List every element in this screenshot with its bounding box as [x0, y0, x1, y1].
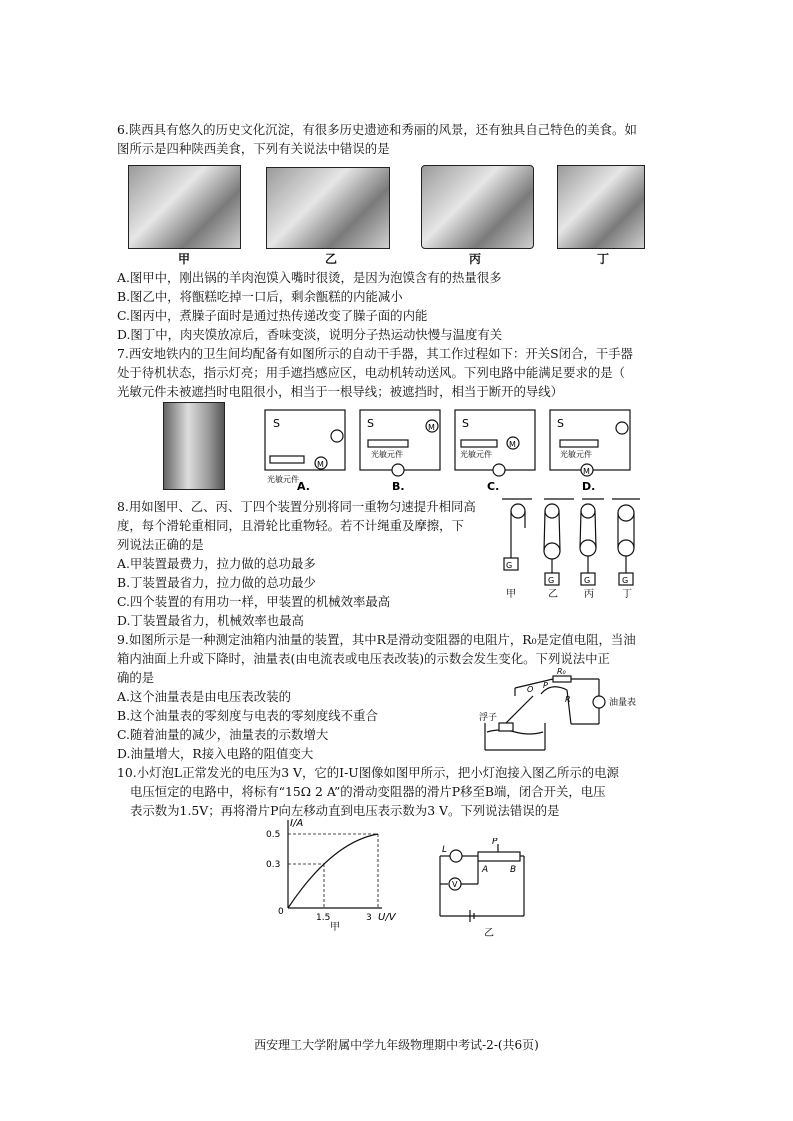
circuit-c-motor-label: M [509, 440, 516, 449]
circuit-d-motor-label: M [583, 467, 590, 476]
choice-d-label: D. [582, 480, 596, 492]
pulley-yi [544, 543, 560, 559]
q7-circuit-options [255, 400, 645, 492]
iu-curve [288, 834, 378, 908]
rheostat [478, 852, 520, 861]
graph-xtick-2: 3 [366, 913, 372, 923]
circuit-c-sensor-label: 光敏元件 [460, 450, 492, 459]
graph-ylabel: I/A [290, 818, 304, 829]
label-o: O [527, 685, 534, 694]
q8-option-b: B.丁装置最省力，拉力做的总功最少 [117, 575, 316, 590]
label-slider-p: P [492, 838, 498, 847]
pulley-label-ding: 丁 [622, 589, 632, 600]
q9-stem-line1: 9.如图所示是一种测定油箱内油量的装置，其中R是滑动变阻器的电阻片，R₀是定值电阻，当油 [117, 632, 636, 647]
graph-xtick-1: 1.5 [316, 913, 331, 923]
resistor-r0 [553, 676, 571, 682]
circuit-a-sensor [270, 456, 304, 463]
q9-option-c: C.随着油量的减少，油量表的示数增大 [117, 727, 329, 742]
graph-fig-label: 甲 [330, 922, 340, 932]
q10-circuit [430, 838, 540, 938]
q6-option-d: D.图丁中，肉夹馍放凉后，香味变淡，说明分子热运动快慢与温度有关 [117, 327, 503, 342]
iu-graph [262, 812, 402, 932]
oil-surface [487, 730, 543, 734]
weight-bing-label: G [584, 576, 591, 585]
q10-stem-line1: 10.小灯泡L正常发光的电压为3 V，它的I-U图像如图甲所示，把小灯泡接入图乙所示的电源 [117, 765, 619, 780]
choice-b-label: B. [392, 480, 405, 492]
pulley-ding [618, 540, 634, 556]
pulley-label-bing: 丙 [584, 589, 594, 600]
label-lamp: L [442, 845, 448, 855]
label-r0: R₀ [557, 668, 566, 676]
photo-label-yi: 乙 [325, 252, 338, 266]
oil-meter [593, 696, 605, 708]
q10-stem-line3: 表示数为1.5V；再将滑片P向左移动直到电压表示数为3 V。下列说法错误的是 [130, 803, 560, 818]
q7-stem-line2: 处于待机状态，指示灯亮；用手遮挡感应区，电动机转动送风。下列电路中能满足要求的是（ [117, 365, 626, 380]
label-r: R [565, 695, 571, 704]
q7-stem-line1: 7.西安地铁内的卫生间均配备有如图所示的自动干手器，其工作过程如下：开关S闭合，干手器 [117, 346, 633, 361]
photo-label-jia: 甲 [178, 252, 191, 266]
q6-stem-line1: 6.陕西具有悠久的历史文化沉淀，有很多历史遗迹和秀丽的风景，还有独具自己特色的美食。如 [117, 122, 637, 137]
label-end-a: A [482, 865, 489, 875]
q6-option-b: B.图乙中，将甑糕吃掉一口后，剩余甑糕的内能减小 [117, 289, 403, 304]
graph-origin: 0 [278, 907, 284, 917]
food-photo-bing [421, 165, 534, 249]
choice-c-label: C. [487, 480, 500, 492]
graph-ytick-2: 0.5 [266, 830, 281, 840]
graph-xlabel: U/V [378, 912, 396, 923]
weight-yi-label: G [548, 576, 555, 585]
pulley-label-jia: 甲 [506, 589, 516, 600]
q8-pulley-figure [492, 493, 652, 603]
circuit-a-motor-label: M [317, 460, 324, 469]
q8-stem-line3: 列说法正确的是 [117, 537, 204, 552]
circuit-a-switch-label: S [273, 417, 280, 430]
q8-option-a: A.甲装置最费力，拉力做的总功最多 [117, 556, 316, 571]
circuit-d-sensor-label: 光敏元件 [560, 450, 592, 459]
pulley-jia [511, 504, 525, 518]
food-photo-ding [557, 165, 645, 249]
label-oil-meter: 油量表 [609, 698, 637, 708]
weight-jia-label: G [506, 561, 513, 570]
circuit-d-sensor [560, 440, 598, 447]
food-photo-yi [266, 167, 390, 249]
circuit-d-switch-label: S [557, 417, 564, 430]
circuit-b-lamp [392, 464, 404, 476]
q6-option-c: C.图丙中，煮臊子面时是通过热传递改变了臊子面的内能 [117, 308, 428, 323]
hand-dryer-photo [163, 402, 225, 490]
circuit-fig-label: 乙 [484, 928, 494, 938]
graph-ytick-1: 0.3 [266, 860, 281, 870]
label-p: P [543, 681, 548, 690]
circuit-a-lamp [331, 430, 343, 442]
q9-oil-tank-figure [475, 668, 675, 754]
lamp-l [450, 850, 462, 862]
q10-stem-line2: 电压恒定的电路中，将标有“15Ω 2 A”的滑动变阻器的滑片P移至B端，闭合开关，电压 [130, 784, 606, 799]
pulley-label-yi: 乙 [548, 589, 558, 600]
q9-stem-line2: 箱内油面上升或下降时，油量表(由电流表或电压表改装)的示数会发生变化。下列说法中正 [117, 651, 610, 666]
q6-option-a: A.图甲中，刚出锅的羊肉泡馍入嘴时很烫，是因为泡馍含有的热量很多 [117, 270, 502, 285]
q8-option-d: D.丁装置最省力，机械效率也最高 [117, 613, 304, 628]
circuit-b-sensor-label: 光敏元件 [371, 450, 403, 459]
pulley-bing [580, 540, 596, 556]
choice-a-label: A. [297, 480, 310, 492]
food-photo-jia [128, 165, 241, 249]
label-voltmeter: V [452, 880, 458, 889]
circuit-b-sensor [368, 440, 408, 447]
label-float: 浮子 [479, 713, 498, 723]
q8-option-c: C.四个装置的有用功一样，甲装置的机械效率最高 [117, 594, 391, 609]
q9-option-a: A.这个油量表是由电压表改装的 [117, 689, 291, 704]
photo-label-bing: 丙 [469, 252, 482, 266]
page-footer: 西安理工大学附属中学九年级物理期中考试-2-(共6页) [254, 1038, 539, 1052]
q8-stem-line1: 8.用如图甲、乙、丙、丁四个装置分别将同一重物匀速提升相同高 [117, 499, 476, 514]
q7-stem-line3: 光敏元件未被遮挡时电阻很小，相当于一根导线；被遮挡时，相当于断开的导线） [117, 384, 564, 399]
circuit-c-lamp [493, 464, 505, 476]
q9-option-d: D.油量增大，R接入电路的阻值变大 [117, 746, 314, 761]
circuit-c-sensor [461, 440, 497, 447]
lever [506, 696, 533, 723]
q8-stem-line2: 度，每个滑轮重相同，且滑轮比重物轻。若不计绳重及摩擦，下 [117, 518, 464, 533]
circuit-d-lamp [616, 422, 628, 434]
weight-ding-label: G [622, 576, 629, 585]
circuit-b-switch-label: S [367, 417, 374, 430]
q9-option-b: B.这个油量表的零刻度与电表的零刻度线不重合 [117, 708, 378, 723]
q6-stem-line2: 图所示是四种陕西美食，下列有关说法中错误的是 [117, 141, 390, 156]
photo-label-ding: 丁 [597, 252, 610, 266]
circuit-b-motor-label: M [428, 423, 435, 432]
float [499, 723, 513, 731]
label-end-b: B [510, 865, 517, 875]
circuit-a-sensor-label: 光敏元件 [267, 475, 299, 484]
circuit-c-switch-label: S [462, 417, 469, 430]
q9-stem-line3: 确的是 [117, 670, 155, 685]
